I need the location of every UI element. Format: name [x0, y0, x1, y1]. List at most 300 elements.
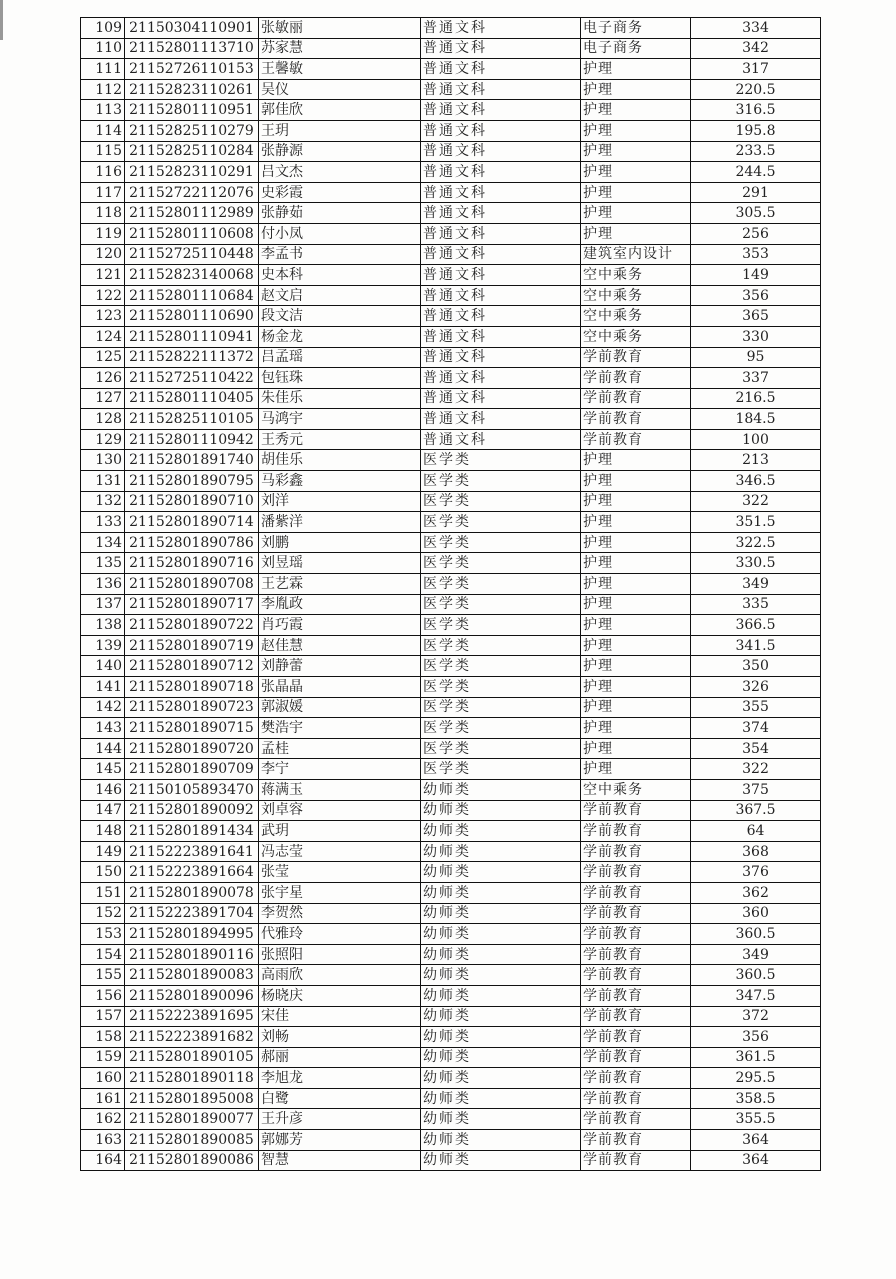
- student-name-cell: 郭佳欣: [259, 100, 421, 121]
- row-number-cell: 114: [81, 120, 125, 141]
- student-name-cell: 孟桂: [259, 738, 421, 759]
- student-name-cell: 赵佳慧: [259, 635, 421, 656]
- student-name-cell: 代雅玲: [259, 924, 421, 945]
- score-cell: 322.5: [691, 532, 821, 553]
- score-cell: 355.5: [691, 1109, 821, 1130]
- row-number-cell: 129: [81, 429, 125, 450]
- exam-id-cell: 21152801110941: [125, 326, 259, 347]
- exam-id-cell: 21152725110422: [125, 368, 259, 389]
- category-cell: 普通文科: [421, 18, 581, 39]
- score-cell: 349: [691, 944, 821, 965]
- category-cell: 普通文科: [421, 244, 581, 265]
- student-name-cell: 李胤政: [259, 594, 421, 615]
- row-number-cell: 146: [81, 779, 125, 800]
- exam-id-cell: 21152801890078: [125, 882, 259, 903]
- major-cell: 建筑室内设计: [581, 244, 691, 265]
- table-row: [81, 965, 821, 986]
- exam-id-cell: 21152823110291: [125, 162, 259, 183]
- row-number-cell: 137: [81, 594, 125, 615]
- major-cell: 护理: [581, 697, 691, 718]
- row-number-cell: 120: [81, 244, 125, 265]
- score-cell: 305.5: [691, 203, 821, 224]
- score-cell: 360.5: [691, 965, 821, 986]
- major-cell: 护理: [581, 553, 691, 574]
- exam-id-cell: 21152801890716: [125, 553, 259, 574]
- table-row: [81, 1109, 821, 1130]
- table-row: [81, 697, 821, 718]
- student-name-cell: 马鸿宇: [259, 409, 421, 430]
- score-cell: 349: [691, 574, 821, 595]
- row-number-cell: 124: [81, 326, 125, 347]
- major-cell: 护理: [581, 100, 691, 121]
- row-number-cell: 109: [81, 18, 125, 39]
- student-name-cell: 吕孟瑶: [259, 347, 421, 368]
- exam-id-cell: 21152801110608: [125, 223, 259, 244]
- category-cell: 幼师类: [421, 965, 581, 986]
- table-row: [81, 306, 821, 327]
- exam-id-cell: 21152801890092: [125, 800, 259, 821]
- table-row: [81, 100, 821, 121]
- table-row: [81, 18, 821, 39]
- category-cell: 幼师类: [421, 1150, 581, 1171]
- major-cell: 学前教育: [581, 1047, 691, 1068]
- category-cell: 医学类: [421, 574, 581, 595]
- category-cell: 幼师类: [421, 862, 581, 883]
- row-number-cell: 131: [81, 471, 125, 492]
- exam-id-cell: 21152801890709: [125, 759, 259, 780]
- major-cell: 电子商务: [581, 38, 691, 59]
- student-name-cell: 白鹭: [259, 1088, 421, 1109]
- row-number-cell: 138: [81, 615, 125, 636]
- exam-id-cell: 21152223891695: [125, 1006, 259, 1027]
- major-cell: 学前教育: [581, 347, 691, 368]
- category-cell: 普通文科: [421, 182, 581, 203]
- exam-id-cell: 21152801890712: [125, 656, 259, 677]
- category-cell: 医学类: [421, 615, 581, 636]
- table-row: [81, 1088, 821, 1109]
- student-name-cell: 李贺然: [259, 903, 421, 924]
- row-number-cell: 128: [81, 409, 125, 430]
- major-cell: 护理: [581, 574, 691, 595]
- student-name-cell: 包钰珠: [259, 368, 421, 389]
- major-cell: 护理: [581, 223, 691, 244]
- row-number-cell: 164: [81, 1150, 125, 1171]
- major-cell: 学前教育: [581, 882, 691, 903]
- major-cell: 学前教育: [581, 1150, 691, 1171]
- score-cell: 354: [691, 738, 821, 759]
- table-row: [81, 244, 821, 265]
- exam-id-cell: 21152801890723: [125, 697, 259, 718]
- major-cell: 护理: [581, 532, 691, 553]
- score-cell: 347.5: [691, 985, 821, 1006]
- row-number-cell: 149: [81, 841, 125, 862]
- table-row: [81, 79, 821, 100]
- exam-id-cell: 21152801110951: [125, 100, 259, 121]
- score-cell: 375: [691, 779, 821, 800]
- table-row: [81, 162, 821, 183]
- exam-id-cell: 21152801890085: [125, 1130, 259, 1151]
- student-name-cell: 高雨欣: [259, 965, 421, 986]
- major-cell: 学前教育: [581, 1027, 691, 1048]
- row-number-cell: 155: [81, 965, 125, 986]
- row-number-cell: 119: [81, 223, 125, 244]
- score-cell: 316.5: [691, 100, 821, 121]
- major-cell: 护理: [581, 182, 691, 203]
- category-cell: 医学类: [421, 677, 581, 698]
- student-name-cell: 李孟书: [259, 244, 421, 265]
- score-cell: 374: [691, 718, 821, 739]
- student-name-cell: 王升彦: [259, 1109, 421, 1130]
- row-number-cell: 112: [81, 79, 125, 100]
- major-cell: 护理: [581, 491, 691, 512]
- score-cell: 355: [691, 697, 821, 718]
- row-number-cell: 111: [81, 59, 125, 80]
- student-name-cell: 郭娜芳: [259, 1130, 421, 1151]
- row-number-cell: 126: [81, 368, 125, 389]
- table-row: [81, 223, 821, 244]
- score-cell: 350: [691, 656, 821, 677]
- row-number-cell: 157: [81, 1006, 125, 1027]
- major-cell: 护理: [581, 79, 691, 100]
- score-cell: 346.5: [691, 471, 821, 492]
- major-cell: 学前教育: [581, 841, 691, 862]
- student-name-cell: 刘洋: [259, 491, 421, 512]
- major-cell: 学前教育: [581, 409, 691, 430]
- category-cell: 幼师类: [421, 1006, 581, 1027]
- major-cell: 学前教育: [581, 1109, 691, 1130]
- table-row: [81, 924, 821, 945]
- student-name-cell: 史彩霞: [259, 182, 421, 203]
- row-number-cell: 139: [81, 635, 125, 656]
- student-name-cell: 吕文杰: [259, 162, 421, 183]
- exam-id-cell: 21152801895008: [125, 1088, 259, 1109]
- exam-id-cell: 21152223891664: [125, 862, 259, 883]
- table-row: [81, 738, 821, 759]
- major-cell: 学前教育: [581, 1088, 691, 1109]
- student-name-cell: 郝丽: [259, 1047, 421, 1068]
- category-cell: 普通文科: [421, 409, 581, 430]
- student-name-cell: 吴仪: [259, 79, 421, 100]
- exam-id-cell: 21152801110684: [125, 285, 259, 306]
- row-number-cell: 116: [81, 162, 125, 183]
- table-row: [81, 347, 821, 368]
- student-name-cell: 李宁: [259, 759, 421, 780]
- student-name-cell: 王秀元: [259, 429, 421, 450]
- row-number-cell: 127: [81, 388, 125, 409]
- category-cell: 幼师类: [421, 800, 581, 821]
- category-cell: 幼师类: [421, 985, 581, 1006]
- student-name-cell: 张莹: [259, 862, 421, 883]
- table-row: [81, 985, 821, 1006]
- row-number-cell: 163: [81, 1130, 125, 1151]
- category-cell: 医学类: [421, 553, 581, 574]
- student-name-cell: 张宇星: [259, 882, 421, 903]
- student-name-cell: 蒋满玉: [259, 779, 421, 800]
- exam-id-cell: 21152801890717: [125, 594, 259, 615]
- score-cell: 291: [691, 182, 821, 203]
- exam-id-cell: 21152801890118: [125, 1068, 259, 1089]
- row-number-cell: 152: [81, 903, 125, 924]
- major-cell: 护理: [581, 450, 691, 471]
- table-row: [81, 368, 821, 389]
- exam-id-cell: 21152223891641: [125, 841, 259, 862]
- major-cell: 学前教育: [581, 965, 691, 986]
- student-name-cell: 朱佳乐: [259, 388, 421, 409]
- exam-id-cell: 21152801890722: [125, 615, 259, 636]
- student-name-cell: 赵文启: [259, 285, 421, 306]
- major-cell: 护理: [581, 615, 691, 636]
- category-cell: 幼师类: [421, 1027, 581, 1048]
- category-cell: 医学类: [421, 532, 581, 553]
- row-number-cell: 153: [81, 924, 125, 945]
- category-cell: 普通文科: [421, 429, 581, 450]
- major-cell: 学前教育: [581, 368, 691, 389]
- category-cell: 幼师类: [421, 944, 581, 965]
- major-cell: 空中乘务: [581, 779, 691, 800]
- student-name-cell: 刘静蕾: [259, 656, 421, 677]
- row-number-cell: 148: [81, 821, 125, 842]
- category-cell: 普通文科: [421, 203, 581, 224]
- row-number-cell: 121: [81, 265, 125, 286]
- row-number-cell: 150: [81, 862, 125, 883]
- major-cell: 护理: [581, 120, 691, 141]
- exam-id-cell: 21152801891434: [125, 821, 259, 842]
- exam-id-cell: 21152801890116: [125, 944, 259, 965]
- category-cell: 医学类: [421, 738, 581, 759]
- table-row: [81, 471, 821, 492]
- student-name-cell: 杨晓庆: [259, 985, 421, 1006]
- category-cell: 幼师类: [421, 903, 581, 924]
- exam-id-cell: 21152801110690: [125, 306, 259, 327]
- row-number-cell: 136: [81, 574, 125, 595]
- exam-id-cell: 21152801890795: [125, 471, 259, 492]
- exam-id-cell: 21152223891682: [125, 1027, 259, 1048]
- major-cell: 学前教育: [581, 944, 691, 965]
- student-name-cell: 张敏丽: [259, 18, 421, 39]
- table-row: [81, 409, 821, 430]
- score-cell: 358.5: [691, 1088, 821, 1109]
- major-cell: 护理: [581, 759, 691, 780]
- student-name-cell: 智慧: [259, 1150, 421, 1171]
- score-cell: 64: [691, 821, 821, 842]
- table-row: [81, 1150, 821, 1171]
- score-cell: 195.8: [691, 120, 821, 141]
- major-cell: 护理: [581, 738, 691, 759]
- category-cell: 幼师类: [421, 821, 581, 842]
- row-number-cell: 159: [81, 1047, 125, 1068]
- table-row: [81, 120, 821, 141]
- exam-id-cell: 21152726110153: [125, 59, 259, 80]
- student-name-cell: 刘卓容: [259, 800, 421, 821]
- score-cell: 361.5: [691, 1047, 821, 1068]
- exam-id-cell: 21152801890714: [125, 512, 259, 533]
- score-cell: 149: [691, 265, 821, 286]
- table-row: [81, 759, 821, 780]
- category-cell: 幼师类: [421, 1109, 581, 1130]
- student-name-cell: 段文洁: [259, 306, 421, 327]
- category-cell: 普通文科: [421, 285, 581, 306]
- exam-id-cell: 21152801890708: [125, 574, 259, 595]
- major-cell: 学前教育: [581, 862, 691, 883]
- table-row: [81, 779, 821, 800]
- student-name-cell: 刘畅: [259, 1027, 421, 1048]
- category-cell: 普通文科: [421, 100, 581, 121]
- score-cell: 326: [691, 677, 821, 698]
- score-cell: 364: [691, 1150, 821, 1171]
- category-cell: 幼师类: [421, 924, 581, 945]
- student-name-cell: 王艺霖: [259, 574, 421, 595]
- table-row: [81, 388, 821, 409]
- table-row: [81, 285, 821, 306]
- category-cell: 普通文科: [421, 368, 581, 389]
- major-cell: 空中乘务: [581, 285, 691, 306]
- exam-id-cell: 21152801891740: [125, 450, 259, 471]
- student-name-cell: 潘紫洋: [259, 512, 421, 533]
- category-cell: 医学类: [421, 656, 581, 677]
- score-cell: 184.5: [691, 409, 821, 430]
- category-cell: 普通文科: [421, 59, 581, 80]
- student-name-cell: 樊浩宇: [259, 718, 421, 739]
- row-number-cell: 125: [81, 347, 125, 368]
- major-cell: 学前教育: [581, 1006, 691, 1027]
- table-row: [81, 656, 821, 677]
- score-cell: 368: [691, 841, 821, 862]
- major-cell: 护理: [581, 512, 691, 533]
- category-cell: 普通文科: [421, 326, 581, 347]
- score-cell: 376: [691, 862, 821, 883]
- exam-id-cell: 21152801890086: [125, 1150, 259, 1171]
- score-cell: 337: [691, 368, 821, 389]
- student-name-cell: 王玥: [259, 120, 421, 141]
- score-cell: 295.5: [691, 1068, 821, 1089]
- student-name-cell: 张静茹: [259, 203, 421, 224]
- major-cell: 空中乘务: [581, 265, 691, 286]
- student-name-cell: 冯志莹: [259, 841, 421, 862]
- exam-id-cell: 21152801890786: [125, 532, 259, 553]
- category-cell: 幼师类: [421, 1088, 581, 1109]
- row-number-cell: 154: [81, 944, 125, 965]
- exam-id-cell: 21152801890715: [125, 718, 259, 739]
- exam-id-cell: 21152823110261: [125, 79, 259, 100]
- student-name-cell: 张静源: [259, 141, 421, 162]
- score-cell: 256: [691, 223, 821, 244]
- major-cell: 学前教育: [581, 985, 691, 1006]
- major-cell: 护理: [581, 594, 691, 615]
- table-row: [81, 1068, 821, 1089]
- row-number-cell: 143: [81, 718, 125, 739]
- table-row: [81, 182, 821, 203]
- exam-id-cell: 21152801890096: [125, 985, 259, 1006]
- major-cell: 护理: [581, 162, 691, 183]
- category-cell: 普通文科: [421, 223, 581, 244]
- exam-id-cell: 21152823140068: [125, 265, 259, 286]
- major-cell: 学前教育: [581, 800, 691, 821]
- score-cell: 342: [691, 38, 821, 59]
- exam-id-cell: 21152725110448: [125, 244, 259, 265]
- category-cell: 医学类: [421, 718, 581, 739]
- table-row: [81, 38, 821, 59]
- score-cell: 330: [691, 326, 821, 347]
- category-cell: 医学类: [421, 450, 581, 471]
- student-name-cell: 胡佳乐: [259, 450, 421, 471]
- score-cell: 322: [691, 491, 821, 512]
- table-row: [81, 265, 821, 286]
- row-number-cell: 140: [81, 656, 125, 677]
- category-cell: 医学类: [421, 512, 581, 533]
- exam-id-cell: 21152801890105: [125, 1047, 259, 1068]
- row-number-cell: 117: [81, 182, 125, 203]
- score-cell: 362: [691, 882, 821, 903]
- table-row: [81, 862, 821, 883]
- student-name-cell: 张晶晶: [259, 677, 421, 698]
- row-number-cell: 162: [81, 1109, 125, 1130]
- score-cell: 95: [691, 347, 821, 368]
- exam-id-cell: 21152801894995: [125, 924, 259, 945]
- row-number-cell: 133: [81, 512, 125, 533]
- category-cell: 普通文科: [421, 79, 581, 100]
- student-name-cell: 李旭龙: [259, 1068, 421, 1089]
- table-row: [81, 1047, 821, 1068]
- major-cell: 学前教育: [581, 1130, 691, 1151]
- row-number-cell: 144: [81, 738, 125, 759]
- category-cell: 医学类: [421, 594, 581, 615]
- row-number-cell: 115: [81, 141, 125, 162]
- exam-id-cell: 21152223891704: [125, 903, 259, 924]
- category-cell: 普通文科: [421, 141, 581, 162]
- category-cell: 普通文科: [421, 162, 581, 183]
- category-cell: 幼师类: [421, 1068, 581, 1089]
- score-cell: 220.5: [691, 79, 821, 100]
- major-cell: 学前教育: [581, 924, 691, 945]
- major-cell: 护理: [581, 635, 691, 656]
- student-name-cell: 肖巧霞: [259, 615, 421, 636]
- score-cell: 365: [691, 306, 821, 327]
- table-row: [81, 203, 821, 224]
- major-cell: 学前教育: [581, 903, 691, 924]
- category-cell: 医学类: [421, 759, 581, 780]
- category-cell: 幼师类: [421, 779, 581, 800]
- exam-id-cell: 21152801890719: [125, 635, 259, 656]
- score-cell: 356: [691, 285, 821, 306]
- major-cell: 护理: [581, 203, 691, 224]
- table-row: [81, 326, 821, 347]
- student-name-cell: 宋佳: [259, 1006, 421, 1027]
- major-cell: 护理: [581, 471, 691, 492]
- table-row: [81, 512, 821, 533]
- row-number-cell: 151: [81, 882, 125, 903]
- table-row: [81, 1006, 821, 1027]
- score-cell: 322: [691, 759, 821, 780]
- score-cell: 356: [691, 1027, 821, 1048]
- table-row: [81, 800, 821, 821]
- score-cell: 360.5: [691, 924, 821, 945]
- score-cell: 366.5: [691, 615, 821, 636]
- exam-id-cell: 21152801110405: [125, 388, 259, 409]
- category-cell: 普通文科: [421, 120, 581, 141]
- major-cell: 护理: [581, 656, 691, 677]
- category-cell: 医学类: [421, 491, 581, 512]
- row-number-cell: 113: [81, 100, 125, 121]
- student-name-cell: 武玥: [259, 821, 421, 842]
- student-name-cell: 苏家慧: [259, 38, 421, 59]
- category-cell: 普通文科: [421, 347, 581, 368]
- student-name-cell: 刘鹏: [259, 532, 421, 553]
- exam-id-cell: 21152825110284: [125, 141, 259, 162]
- major-cell: 空中乘务: [581, 326, 691, 347]
- table-row: [81, 553, 821, 574]
- row-number-cell: 145: [81, 759, 125, 780]
- score-cell: 334: [691, 18, 821, 39]
